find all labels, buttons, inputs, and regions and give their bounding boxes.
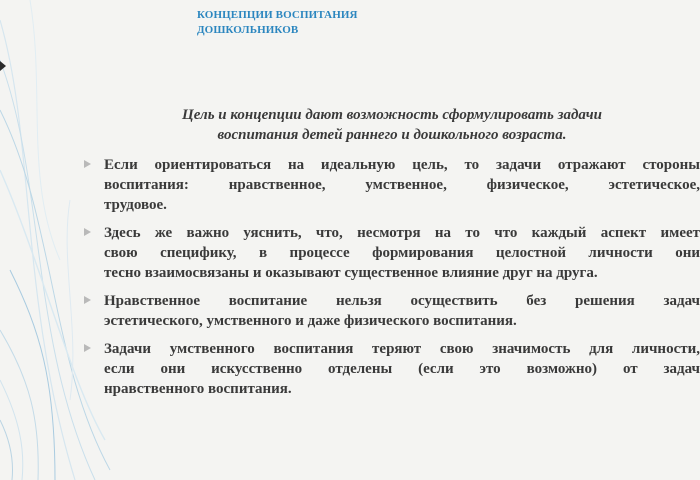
slide-title [197, 8, 497, 38]
bullet-item-4 [80, 339, 700, 399]
bullet-2-line-3: тесно взаимосвязаны и оказывают существенное влияние друг на друга. [104, 265, 598, 281]
triangle-bullet-icon [84, 344, 91, 352]
title-line-2: ДОШКОЛЬНИКОВ [197, 24, 299, 36]
title-line-1: КОНЦЕПЦИИ ВОСПИТАНИЯ [197, 9, 358, 21]
bullet-4-line-1: Задачи умственного воспитания теряют свою значимость для личности, [104, 341, 700, 357]
triangle-bullet-icon [84, 296, 91, 304]
deco-curve [0, 380, 23, 480]
bullet-item-3 [80, 291, 700, 331]
intro-line-2: воспитания детей раннего и дошкольного возраста. [217, 127, 567, 143]
bullet-2-line-1: Здесь же важно уяснить, что, несмотря на то что каждый аспект имеет [104, 225, 700, 241]
bullet-4-line-2: если они искусственно отделены (если это возможно) от задач [104, 361, 700, 377]
bullet-1-line-3: трудовое. [104, 197, 167, 213]
bullet-2-line-2: свою специфику, в процессе формирования целостной личности они [104, 245, 700, 261]
bullet-item-2 [80, 223, 700, 283]
bullet-list [80, 155, 700, 407]
deco-curve [0, 20, 75, 480]
deco-curve [10, 270, 55, 480]
intro-line-1: Цель и концепции дают возможность сформулировать задачи [182, 107, 602, 123]
triangle-bullet-icon [84, 160, 91, 168]
bullet-3-line-1: Нравственное воспитание нельзя осуществить без решения задач [104, 293, 700, 309]
deco-curve [0, 420, 13, 480]
triangle-bullet-icon [84, 228, 91, 236]
deco-curve [0, 330, 38, 480]
bullet-4-line-3: нравственного воспитания. [104, 381, 292, 397]
bullet-1-line-1: Если ориентироваться на идеальную цель, то задачи отражают стороны [104, 157, 700, 173]
bullet-1-line-2: воспитания: нравственное, умственное, физическое, эстетическое, [104, 177, 700, 193]
bullet-item-1 [80, 155, 700, 215]
bullet-3-line-2: эстетического, умственного и даже физического воспитания. [104, 313, 517, 329]
intro-text [112, 105, 672, 145]
triangle-right-icon[interactable] [0, 56, 6, 76]
